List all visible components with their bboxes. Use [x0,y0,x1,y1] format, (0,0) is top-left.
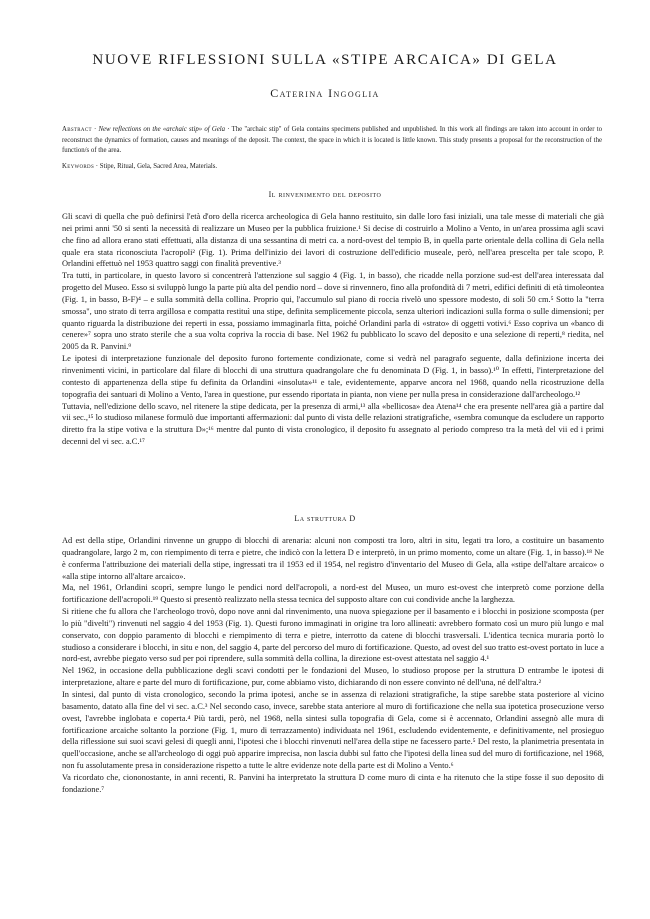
section-heading-struttura-d: La struttura D [294,514,356,523]
section-heading-rinvenimento: Il rinvenimento del deposito [268,190,382,199]
section-body-rinvenimento [62,211,604,448]
article-author: Caterina Ingoglia [270,86,380,100]
paragraph: Ad est della stipe, Orlandini rinvenne un gruppo di blocchi di arenaria: alcuni non composti tra loro, altri in situ, legati tra loro, a costituire un basamento quadrangolare, largo 2 m, con riempimento di terra e pietre, che indicò con la lettera D e interpretò, in un primo momento, come un altare (Fig. 1, in basso).¹⁸ Ne è conferma l'attribuzione dei materiali della stipe, ingressati tra il 1953 ed il 1954, nel registro d'inventario del Museo di Gela, alla «stipe dell'altare arcaico» o «alla stipe intorno all'altare arcaico». [62,536,604,581]
paragraph: Le ipotesi di interpretazione funzionale del deposito furono fortemente condizionate, come si vedrà nel paragrafo seguente, dalla definizione incerta dei rinvenimenti vicini, in particolare dal filare di blocchi di una struttura quadrangolare che fu denominata D (Fig. 1, in basso).¹⁰ In effetti, l'interpretazione del contesto di appartenenza della stipe fu definita da Orlandini «insoluta»¹¹ e tale, evidentemente, apparve ancora nel 1968, quando nella ricostruzione della topografia dei santuari di Molino a Vento, l'area in questione, pur essendo riportata in pianta, non viene per nulla presa in considerazione dall'archeologo.¹² [62,354,604,399]
paragraph: Nel 1962, in occasione della pubblicazione degli scavi condotti per le fondazioni del Museo, lo studioso propose per la struttura D entrambe le ipotesi di interpretazione, altare e parte del muro di fortificazione, pur, come abbiamo visto, dichiarando di non essere convinto né dell'una, né dell'altra.² [62,666,604,688]
paragraph: Ma, nel 1961, Orlandini scoprì, sempre lungo le pendici nord dell'acropoli, a nord-est del Museo, un muro est-ovest che interpretò come porzione della fortificazione dell'acropoli.¹⁹ Questo si presentò realizzato nella stessa tecnica del supposto altare con cui condivide anche la larghezza. [62,583,604,605]
section-body-struttura-d [62,535,604,796]
paragraph: In sintesi, dal punto di vista cronologico, secondo la prima ipotesi, anche se in assenza di relazioni stratigrafiche, la stipe sarebbe stata posteriore al vicino basamento, datato alla fine del vi sec. a.C.³ Nel secondo caso, invece, sarebbe stata anteriore al muro di fortificazione che nella sua ipotetica prosecuzione verso ovest, l'avrebbe inglobata e coperta.⁴ Più tardi, però, nel 1968, nella sintesi sulla topografia di Gela, come si è accennato, Orlandini assegnò alle mura di fortificazione arcaiche soltanto la porzione (Fig. 1, muro di terrazzamento) individuata nel 1961, escludendo evidentemente, e definitivamente, nel prosieguo della riflessione sui suoi scavi gelesi di quegli anni, l'ipotesi che i blocchi rinvenuti nell'area della stipe ne facessero parte.⁵ Del resto, la planimetria presentata in quell'occasione, anche se all'archeologo di oggi può apparire imprecisa, non lascia dubbi sul fatto che l'ipotesi della linea sud del muro di fortificazione, nel 1968, non fu assolutamente presa in considerazione rispetto a tutte le altre evidenze note della parte est di Molino a Vento.⁶ [62,689,604,771]
paragraph: Va ricordato che, ciononostante, in anni recenti, R. Panvini ha interpretato la struttura D come muro di cinta e ha ritenuto che la stipe fosse il suo deposito di fondazione.⁷ [62,772,604,794]
abstract-title: New reflections on the «archaic stip» of Gela [98,126,226,133]
abstract-text: · The "archaic stip" of Gela contains specimens published and unpublished. In this work all findings are taken into account in order to reconstruct the dynamics of formation, causes and meanings of the deposit. The context, the space in which it is located is little known. This study presents a proposal for the reconstruction of the function/s of the area. [62,126,602,154]
paragraph: Gli scavi di quella che può definirsi l'età d'oro della ricerca archeologica di Gela hanno restituito, sin dalle loro fasi iniziali, una tale messe di materiali che già nei primi anni '50 si sentì la necessità di realizzare un Museo per la pubblica fruizione.¹ Si decise di costruirlo a Molino a Vento, in un'area prossima agli scavi che fino ad allora erano stati effettuati, alla distanza di una sessantina di metri ca. a nord-ovest del tempio B, in quella parte orientale della collina di Gela nella quale era stata riconosciuta l'acropoli² (Fig. 1). Prima dell'inizio dei lavori di costruzione dell'edificio museale, però, nell'area prescelta per tale scopo, P. Orlandini effettuò nel 1953 quattro saggi con finalità preventive.³ [62,212,604,269]
keywords [62,162,602,172]
article-title: NUOVE RIFLESSIONI SULLA «STIPE ARCAICA» DI GELA [92,52,558,68]
paragraph: Tra tutti, in particolare, in questo lavoro si concentrerà l'attenzione sul saggio 4 (Fig. 1, in basso), che ricadde nella porzione sud-est dell'area interessata dal progetto del Museo. Esso si sviluppò lungo la parte più alta del pendio nord – dove si rinvennero, fino alla profondità di 7 metri, edifici definiti di età timoleontea (Fig. 1, in basso, B-F)⁴ – e sulla sommità della collina. Proprio qui, l'accumulo sul piano di roccia rivelò uno spessore modesto, di soli 50 cm.⁵ Sotto la "terra smossa", uno strato di terra argillosa e compatta restituì una stipe, definita semplicemente piccola, senza ulteriori indicazioni sulla forma o sulle dimensioni; per quanto riguarda la distribuzione dei reperti in essa, possiamo immaginarla fitta, poiché Orlandini parla di «strato» di oggetti votivi.⁶ Esso copriva un «banco di cenere»⁷ sopra uno strato sterile che a sua volta copriva la roccia di base. Nel 1962 fu pubblicato lo scavo del deposito e una selezione di reperti,⁸ riedita, nel 2005 da R. Panvini.⁹ [62,271,604,352]
abstract-separator: · [91,126,99,133]
keywords-label: Keywords [62,163,95,170]
paragraph: Si ritiene che fu allora che l'archeologo trovò, dopo nove anni dal rinvenimento, una nuova spiegazione per il basamento e i blocchi in posizione scomposta (per lo più "divelti") rinvenuti nel saggio 4 del 1953 (Fig. 1). Questi furono immaginati in origine tra loro allineati: avrebbero formato così un muro più lungo e mal conservato, con doppio paramento di blocchi e riempimento di terra e pietre, interrotto da catene di blocchi trasversali. L'identica tecnica muraria portò lo studioso a considerare i blocchi, in situ e non, del saggio 4, parte del percorso del muro di fortificazione. Questo, ad ovest del suo tratto est-ovest portato in luce a nord-est, avrebbe piegato verso sud per poi riprendere, sulla sommità della collina, la direzione est-ovest attestata nel saggio 4.¹ [62,607,604,664]
paragraph: Tuttavia, nell'edizione dello scavo, nel ritenere la stipe dedicata, per la presenza di armi,¹³ alla «bellicosa» dea Atena¹⁴ che era presente nell'area già a partire dal vii sec.,¹⁵ lo studioso milanese formulò due importanti affermazioni: dal punto di vista delle relazioni stratigrafiche, «sembra comunque da escludere un rapporto diretto fra la stipe votiva e la struttura D»;¹⁶ mentre dal punto di vista cronologico, il deposito fu assegnato al periodo compreso tra la metà del vii ed i primi decenni del vi sec. a.C.¹⁷ [62,401,604,447]
abstract-label: Abstract [62,126,92,133]
keywords-text: · Stipe, Ritual, Gela, Sacred Area, Materials. [94,163,218,170]
abstract [62,125,602,157]
